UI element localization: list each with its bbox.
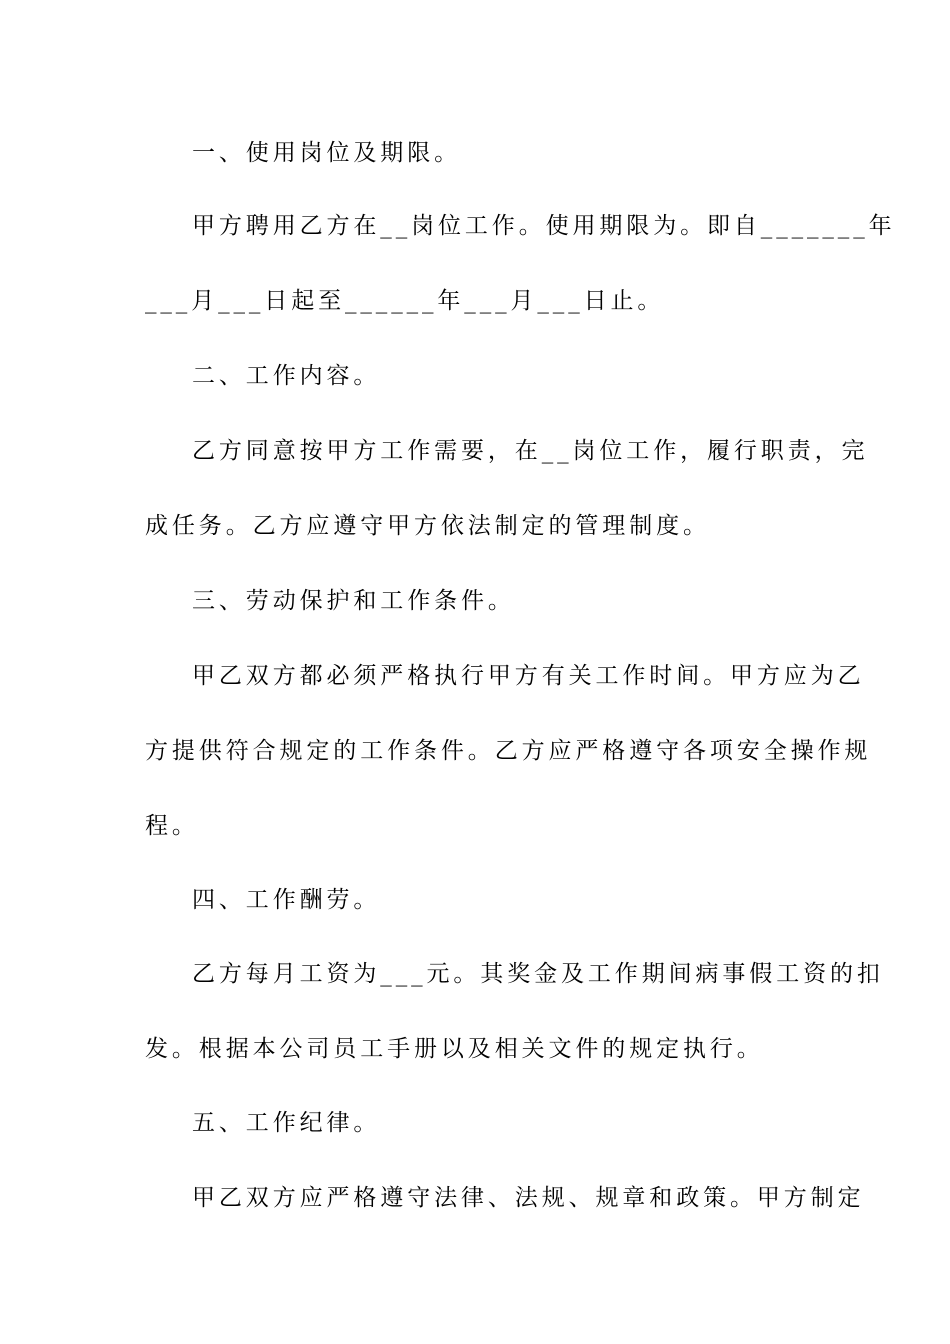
- paragraph-line: 甲乙双方都必须严格执行甲方有关工作时间。甲方应为乙: [192, 663, 865, 689]
- paragraph-line: 甲乙双方应严格遵守法律、法规、规章和政策。甲方制定: [192, 1185, 865, 1211]
- section-heading-4: 四、工作酬劳。: [192, 887, 381, 913]
- paragraph-line: 乙方同意按甲方工作需要，在__岗位工作，履行职责，完: [192, 438, 869, 464]
- paragraph-line: 乙方每月工资为___元。其奖金及工作期间病事假工资的扣: [192, 961, 884, 987]
- paragraph-line: ___月___日起至______年___月___日止。: [145, 288, 665, 314]
- paragraph-line: 方提供符合规定的工作条件。乙方应严格遵守各项安全操作规: [145, 738, 872, 764]
- paragraph-line: 成任务。乙方应遵守甲方依法制定的管理制度。: [145, 513, 710, 539]
- section-heading-2: 二、工作内容。: [192, 363, 381, 389]
- section-heading-1: 一、使用岗位及期限。: [192, 140, 461, 166]
- paragraph-line: 发。根据本公司员工手册以及相关文件的规定执行。: [145, 1036, 764, 1062]
- paragraph-line: 程。: [145, 813, 199, 839]
- section-heading-5: 五、工作纪律。: [192, 1110, 381, 1136]
- paragraph-line: 甲方聘用乙方在__岗位工作。使用期限为。即自_______年: [192, 213, 896, 239]
- section-heading-3: 三、劳动保护和工作条件。: [192, 588, 515, 614]
